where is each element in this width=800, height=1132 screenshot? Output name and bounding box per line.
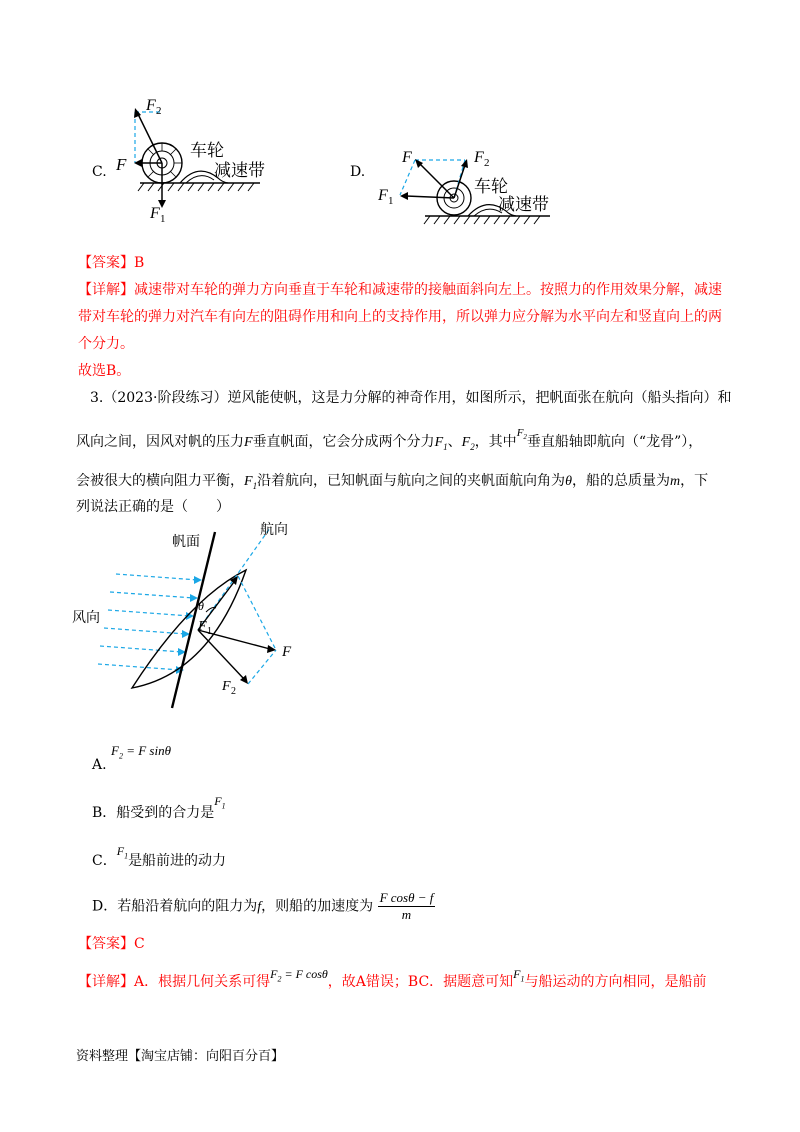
q2-detail-line1: 【详解】减速带对车轮的弹力方向垂直于车轮和减速带的接触面斜向左上。按照力的作用效果分解，减速 [78, 282, 722, 298]
option-d-fraction: $\frac{\text{F cosθ − f}}{m}$ [379, 890, 434, 922]
q2-detail-line3: 个分力。 [78, 336, 134, 352]
option-c-formula: $F_1$ [116, 844, 129, 861]
option-a-formula: $F_2 = F$ sinθ [111, 743, 171, 761]
option-b[interactable]: B．船受到的合力是$F_1$ [92, 794, 226, 821]
svg-text:车轮: 车轮 [190, 141, 224, 160]
svg-text:1: 1 [160, 213, 166, 225]
svg-text:F: F [150, 205, 160, 222]
option-a[interactable]: A. $F_2 = F$ sinθ [92, 743, 171, 773]
svg-text:车轮: 车轮 [474, 177, 508, 196]
sail-force-diagram [70, 518, 330, 718]
svg-text:F: F [378, 187, 388, 204]
option-c[interactable]: C．$F_1$是船前进的动力 [92, 844, 227, 869]
svg-text:2: 2 [484, 157, 490, 169]
svg-text:1: 1 [207, 626, 212, 637]
option-d-diagram [370, 140, 570, 232]
q3-detail: 【详解】A．根据几何关系可得$F_2 = F$ cosθ，故A错误；BC．据题意可知$F_1$与船运动的方向相同，是船前 [78, 967, 707, 990]
svg-text:F: F [116, 155, 127, 174]
svg-text:减速带: 减速带 [498, 195, 549, 214]
svg-text:F: F [222, 679, 231, 694]
svg-text:θ: θ [198, 599, 204, 613]
option-d-label: D. [350, 164, 366, 180]
svg-text:2: 2 [231, 686, 236, 697]
svg-text:F: F [282, 644, 292, 660]
q3-detail-f1: $F_1$ [513, 967, 525, 984]
footer-text: 资料整理【淘宝店铺：向阳百分百】 [76, 1049, 285, 1064]
option-b-formula: $F_1$ [214, 794, 226, 811]
svg-text:F: F [198, 619, 207, 634]
svg-text:减速带: 减速带 [214, 161, 265, 180]
q3-stem-line1: 3.（2023·阶段练习）逆风能使帆，这是力分解的神奇作用，如图所示，把帆面张在航向（船头指向）和 [90, 390, 732, 406]
svg-text:F: F [402, 149, 412, 166]
svg-text:2: 2 [156, 105, 162, 117]
q2-detail-line2: 带对车轮的弹力对汽车有向左的阻碍作用和向上的支持作用，所以弹力应分解为水平向左和竖直向上的两 [78, 309, 722, 325]
svg-text:航向: 航向 [260, 523, 288, 538]
q3-detail-formula: $F_2 = F$ cosθ [270, 967, 328, 984]
q2-conclusion: 故选B。 [78, 363, 131, 379]
option-c-diagram [110, 90, 290, 225]
svg-text:帆面: 帆面 [172, 535, 200, 550]
option-d[interactable]: D．若船沿着航向的阻力为f，则船的加速度为 $\frac{\text{F cosθ − f}}{m}$ [92, 890, 434, 922]
q3-stem-line2: 风向之间，因风对帆的压力F垂直帆面，它会分成两个分力$F_1$、$F_2$，其中$^{F_2}$垂直船轴即航向（“龙骨”）， [76, 427, 703, 452]
q3-f2-inline: F2 [516, 427, 527, 442]
q3-stem-line3: 会被很大的横向阻力平衡，$F_1$沿着航向，已知帆面与航向之间的夹帆面航向角为θ，船的总质量为m，下 [76, 473, 709, 491]
svg-text:1: 1 [388, 195, 394, 207]
q3-stem-line4: 列说法正确的是（ ） [76, 499, 230, 515]
q2-answer: 【答案】B [78, 255, 145, 271]
svg-text:F: F [474, 149, 484, 166]
svg-text:F: F [146, 97, 156, 114]
option-c-label: C. [92, 164, 107, 180]
q3-answer: 【答案】C [78, 936, 145, 952]
svg-text:风向: 风向 [72, 611, 100, 626]
